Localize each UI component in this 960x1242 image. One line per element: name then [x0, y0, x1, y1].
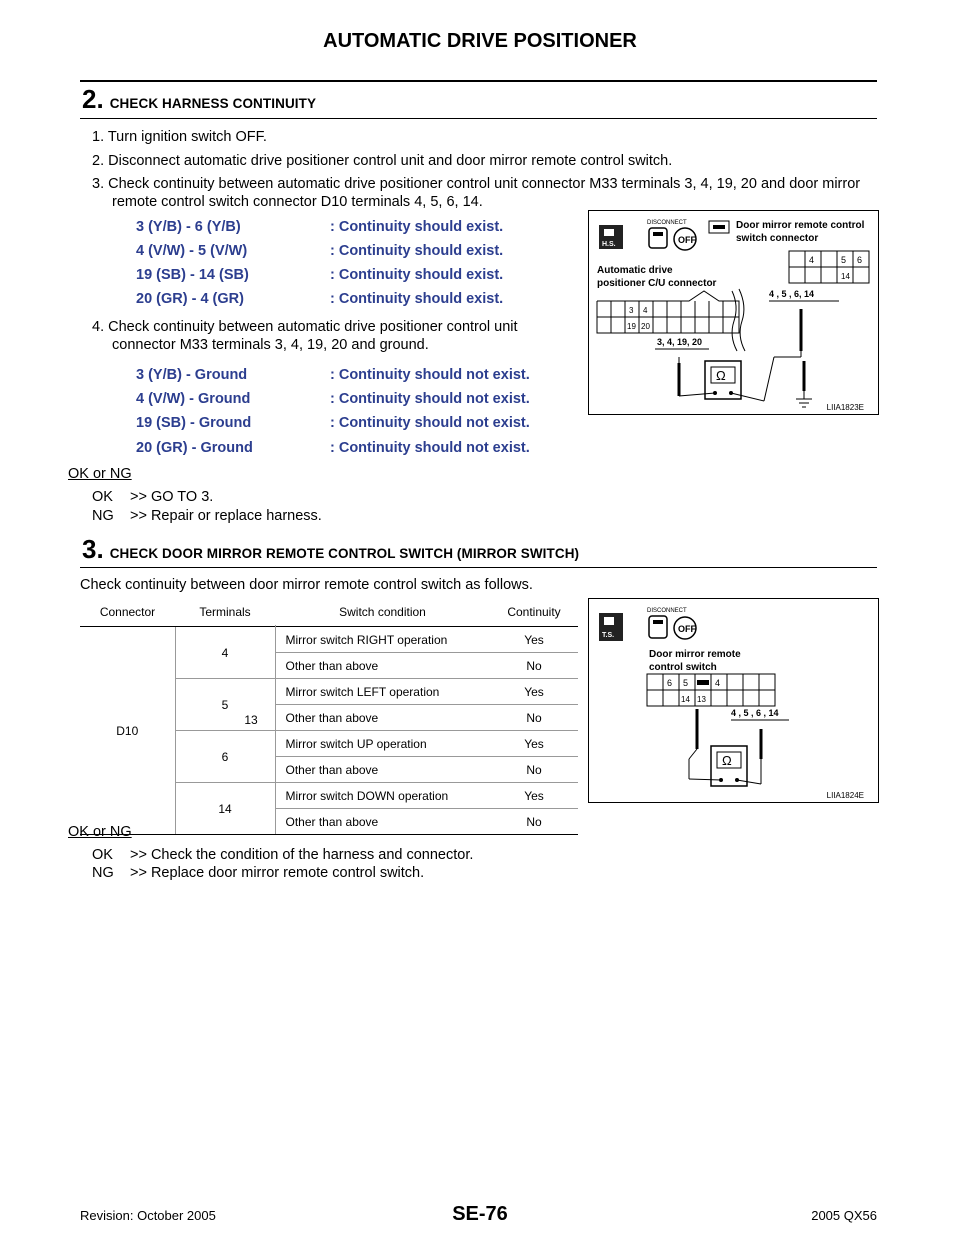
pin-label: 3 — [629, 306, 634, 315]
table-cell-condition: Mirror switch UP operation — [275, 731, 490, 757]
ok-key: OK — [92, 489, 113, 505]
table-cell-continuity: Yes — [490, 627, 578, 653]
section-3-heading — [82, 534, 579, 565]
switch-connector-label: Door mirror remote control — [736, 220, 865, 231]
hs-label: H.S. — [602, 241, 616, 248]
pin-label: 5 — [683, 678, 689, 688]
common-terminal: 13 — [244, 713, 258, 727]
pin-label: 4 — [809, 255, 815, 265]
ng-row-3 — [0, 865, 700, 885]
section-2-heading — [82, 84, 316, 115]
step-3 — [92, 175, 882, 211]
pin-label: 13 — [697, 695, 706, 704]
spec-pair: 20 (GR) - 4 (GR) — [136, 291, 244, 307]
pin-label: 4 — [715, 678, 721, 688]
ng-key: NG — [92, 508, 114, 524]
table-cell-condition: Mirror switch RIGHT operation — [275, 627, 490, 653]
figure-switch-check — [588, 598, 879, 803]
connector-plug-icon — [649, 228, 667, 248]
table-cell-continuity: Yes — [490, 679, 578, 705]
step-4 — [92, 318, 582, 354]
spec-row — [0, 415, 580, 435]
table-cell-connector: D10 — [80, 627, 175, 835]
figure-harness-continuity — [588, 210, 879, 415]
section-3-number: 3. — [82, 534, 104, 564]
ok-key: OK — [92, 847, 113, 863]
figure-id-2: LIIA1824E — [826, 791, 864, 800]
table-cell-condition: Other than above — [275, 757, 490, 783]
ng-value: >> Repair or replace harness. — [130, 508, 322, 524]
ng-value: >> Replace door mirror remote control switch. — [130, 865, 425, 881]
table-header-row — [80, 598, 578, 627]
probe-cu-label: 3, 4, 19, 20 — [657, 337, 703, 347]
ohm-symbol: Ω — [716, 368, 726, 383]
section-3-intro: Check continuity between door mirror remote control switch as follows. — [80, 577, 533, 593]
spec-row — [0, 391, 580, 411]
spec-result: : Continuity should exist. — [330, 243, 504, 259]
ok-value: >> Check the condition of the harness and connector. — [130, 847, 474, 863]
ok-value: >> GO TO 3. — [130, 489, 214, 505]
table-cell-condition: Mirror switch DOWN operation — [275, 783, 490, 809]
table-header: Terminals — [175, 598, 275, 627]
spec-result: : Continuity should not exist. — [330, 367, 530, 383]
section-3-rule — [80, 567, 877, 568]
off-label: OFF — [678, 235, 696, 245]
disconnect-label: DISCONNECT — [647, 220, 687, 226]
ok-row — [0, 489, 600, 509]
spec-pair: 3 (Y/B) - 6 (Y/B) — [136, 219, 241, 235]
figure-id: LIIA1823E — [826, 403, 864, 412]
pin-label: 14 — [681, 695, 690, 704]
continuity-table — [80, 598, 578, 835]
switch-diagram-svg — [589, 599, 878, 802]
table-cell-continuity: No — [490, 653, 578, 679]
spec-row — [0, 267, 580, 287]
pin-label: 19 — [627, 322, 636, 331]
table-cell-terminal: 4 — [175, 627, 275, 679]
section-2-title: CHECK HARNESS CONTINUITY — [109, 96, 317, 111]
ok-ng-label: OK or NG — [68, 466, 132, 482]
table-cell-condition: Mirror switch LEFT operation — [275, 679, 490, 705]
table-cell-condition: Other than above — [275, 809, 490, 835]
spec-result: : Continuity should not exist. — [330, 391, 530, 407]
table-cell-condition: Other than above — [275, 705, 490, 731]
table-cell-terminal: 6 — [175, 731, 275, 783]
table-cell-terminal: 5 — [175, 679, 275, 731]
switch-label-2: control switch — [649, 662, 717, 673]
section-2-number: 2. — [82, 84, 104, 114]
table-row — [80, 627, 578, 653]
spec-result: : Continuity should not exist. — [330, 440, 530, 456]
page-title: AUTOMATIC DRIVE POSITIONER — [323, 30, 637, 52]
table-cell-continuity: Yes — [490, 783, 578, 809]
step-1: 1. Turn ignition switch OFF. — [92, 129, 267, 145]
disconnect-label-2: DISCONNECT — [647, 608, 687, 614]
table-cell-continuity: No — [490, 809, 578, 835]
pin-label: 20 — [641, 322, 650, 331]
table-cell-continuity: No — [490, 757, 578, 783]
switch-connector-label-2: switch connector — [736, 233, 819, 244]
table-cell-terminal: 14 — [175, 783, 275, 835]
spec-pair: 19 (SB) - Ground — [136, 415, 252, 431]
spec-row — [0, 243, 580, 263]
cu-connector-label: Automatic drive — [597, 265, 673, 276]
step-4-text: 4. Check continuity between automatic drive positioner control unit connector M33 terminals 3, 4, 19, 20 and ground. — [92, 319, 518, 353]
spec-result: : Continuity should exist. — [330, 219, 504, 235]
pin-label: 6 — [667, 678, 673, 688]
spec-row — [0, 367, 580, 387]
footer-page-number: SE-76 — [452, 1203, 508, 1225]
ohm-symbol-2: Ω — [722, 753, 732, 768]
pin-label: 4 — [643, 306, 648, 315]
spec-pair: 19 (SB) - 14 (SB) — [136, 267, 249, 283]
pin-label: 14 — [841, 272, 850, 281]
step-2: 2. Disconnect automatic drive positioner control unit and door mirror remote control switch. — [92, 153, 673, 169]
switch-label: Door mirror remote — [649, 649, 741, 660]
table-header: Switch condition — [275, 598, 490, 627]
section-3-title: CHECK DOOR MIRROR REMOTE CONTROL SWITCH (MIRROR SWITCH) — [109, 546, 580, 561]
step-3-text: 3. Check continuity between automatic drive positioner control unit connector M33 terminals 3, 4, 19, 20 and door mirror remote control switch connector D10 terminals 4, 5, 6, 14. — [92, 176, 861, 210]
footer-revision: Revision: October 2005 — [80, 1208, 216, 1223]
spec-result: : Continuity should not exist. — [330, 415, 530, 431]
spec-row — [0, 291, 580, 311]
ng-row — [0, 508, 600, 528]
table-header: Continuity — [490, 598, 578, 627]
spec-pair: 20 (GR) - Ground — [136, 440, 253, 456]
pin-label: 5 — [841, 255, 847, 265]
spec-pair: 4 (V/W) - 5 (V/W) — [136, 243, 248, 259]
harness-diagram-svg — [589, 211, 878, 414]
spec-pair: 3 (Y/B) - Ground — [136, 367, 248, 383]
header-rule — [80, 80, 877, 82]
section-2-rule — [80, 118, 877, 119]
ok-ng-label-3: OK or NG — [68, 824, 132, 840]
pin-label: 6 — [857, 255, 863, 265]
ok-row-3 — [0, 847, 700, 867]
ng-key: NG — [92, 865, 114, 881]
connector-plug-icon-2 — [649, 616, 667, 638]
table-cell-condition: Other than above — [275, 653, 490, 679]
cu-connector-label-2: positioner C/U connector — [597, 278, 717, 289]
probe-switch-label: 4 , 5 , 6, 14 — [769, 289, 815, 299]
footer-model: 2005 QX56 — [811, 1208, 877, 1223]
spec-result: : Continuity should exist. — [330, 291, 504, 307]
cu-connector — [597, 291, 739, 333]
table-cell-continuity: Yes — [490, 731, 578, 757]
off-label-2: OFF — [678, 624, 696, 634]
spec-row — [0, 440, 580, 460]
probe-label-2: 4 , 5 , 6 , 14 — [731, 708, 779, 718]
table-cell-continuity: No — [490, 705, 578, 731]
ts-label: T.S. — [602, 632, 615, 639]
table-header: Connector — [80, 598, 175, 627]
common-terminal-divider — [275, 625, 276, 818]
spec-result: : Continuity should exist. — [330, 267, 504, 283]
spec-pair: 4 (V/W) - Ground — [136, 391, 251, 407]
spec-row — [0, 219, 580, 239]
